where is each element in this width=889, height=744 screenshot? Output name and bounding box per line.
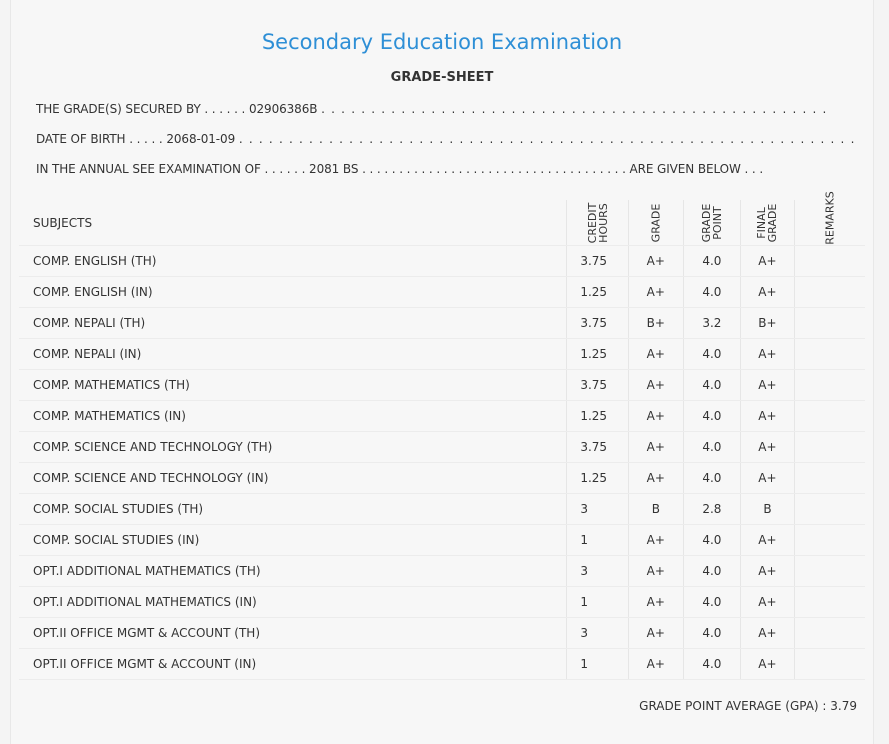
credit-hours-cell: 3.75 <box>567 370 628 401</box>
header-remarks-cell <box>795 191 866 246</box>
remarks-cell <box>795 277 866 308</box>
table-row <box>19 277 865 308</box>
remarks-cell <box>795 618 866 649</box>
final-grade-cell: A+ <box>740 370 794 401</box>
credit-hours-cell: 3.75 <box>567 246 628 277</box>
final-grade-cell: A+ <box>740 339 794 370</box>
subject-cell: COMP. NEPALI (TH) <box>19 308 567 339</box>
exam-suffix: . . . . . . . . . . . . . . . . . . . . . . . . . . . . . . . . . . . . ARE GIVEN BELOW . . . <box>362 162 764 176</box>
table-row <box>19 494 865 525</box>
subject-cell: COMP. NEPALI (IN) <box>19 339 567 370</box>
header-grade-point: GRADE POINT <box>699 203 724 242</box>
final-grade-cell: A+ <box>740 246 794 277</box>
symbol-number: 02906386B <box>248 102 318 116</box>
grade-point-cell: 4.0 <box>683 277 740 308</box>
table-row <box>19 649 865 680</box>
remarks-cell <box>795 587 866 618</box>
grade-cell: A+ <box>628 246 683 277</box>
grade-point-cell: 2.8 <box>683 494 740 525</box>
info-secured-by <box>36 102 828 116</box>
grade-point-cell: 4.0 <box>683 246 740 277</box>
dob-value: 2068-01-09 <box>166 132 236 146</box>
table-row <box>19 556 865 587</box>
dob-dots: . . . . . . . . . . . . . . . . . . . . . . . . . . . . . . . . . . . . . . . . . . . . . . . . . . . . . . . . . . . . . . <box>238 132 856 146</box>
subject-cell: COMP. SCIENCE AND TECHNOLOGY (IN) <box>19 463 567 494</box>
grade-point-cell: 4.0 <box>683 339 740 370</box>
remarks-cell <box>795 525 866 556</box>
grade-sheet <box>10 0 874 744</box>
grades-table <box>19 191 865 680</box>
final-grade-cell: B+ <box>740 308 794 339</box>
table-row <box>19 246 865 277</box>
header-credit-hours-cell <box>567 200 628 246</box>
credit-hours-cell: 1.25 <box>567 277 628 308</box>
credit-hours-cell: 3.75 <box>567 432 628 463</box>
subject-cell: COMP. SOCIAL STUDIES (TH) <box>19 494 567 525</box>
table-header-row <box>19 200 865 246</box>
final-grade-cell: A+ <box>740 525 794 556</box>
subject-cell: OPT.II OFFICE MGMT & ACCOUNT (IN) <box>19 649 567 680</box>
grade-cell: A+ <box>628 370 683 401</box>
grade-cell: B+ <box>628 308 683 339</box>
secured-by-label: THE GRADE(S) SECURED BY . . . . . . <box>36 102 246 116</box>
header-final-grade: FINAL GRADE <box>755 203 780 242</box>
subject-cell: COMP. MATHEMATICS (IN) <box>19 401 567 432</box>
header-remarks: REMARKS <box>823 191 837 245</box>
final-grade-cell: A+ <box>740 277 794 308</box>
remarks-cell <box>795 494 866 525</box>
subject-cell: COMP. ENGLISH (TH) <box>19 246 567 277</box>
final-grade-cell: A+ <box>740 432 794 463</box>
exam-label: IN THE ANNUAL SEE EXAMINATION OF . . . . . . <box>36 162 306 176</box>
grade-point-cell: 4.0 <box>683 618 740 649</box>
final-grade-cell: A+ <box>740 463 794 494</box>
credit-hours-cell: 1 <box>567 649 628 680</box>
grade-point-cell: 4.0 <box>683 401 740 432</box>
grade-cell: B <box>628 494 683 525</box>
final-grade-cell: A+ <box>740 556 794 587</box>
table-row <box>19 618 865 649</box>
grade-cell: A+ <box>628 432 683 463</box>
header-grade-cell <box>628 200 683 246</box>
subject-cell: OPT.II OFFICE MGMT & ACCOUNT (TH) <box>19 618 567 649</box>
table-row <box>19 432 865 463</box>
exam-year: 2081 BS <box>309 162 359 176</box>
grade-cell: A+ <box>628 401 683 432</box>
credit-hours-cell: 3 <box>567 494 628 525</box>
grade-cell: A+ <box>628 339 683 370</box>
page-title: Secondary Education Examination <box>261 30 623 54</box>
info-date-of-birth <box>36 132 856 146</box>
table-row <box>19 370 865 401</box>
grade-point-cell: 4.0 <box>683 556 740 587</box>
gpa-summary: GRADE POINT AVERAGE (GPA) : 3.79 <box>639 699 857 713</box>
credit-hours-cell: 1 <box>567 587 628 618</box>
grade-cell: A+ <box>628 649 683 680</box>
table-row <box>19 401 865 432</box>
final-grade-cell: A+ <box>740 587 794 618</box>
table-row <box>19 463 865 494</box>
table-row <box>19 308 865 339</box>
remarks-cell <box>795 339 866 370</box>
final-grade-cell: A+ <box>740 649 794 680</box>
remarks-cell <box>795 401 866 432</box>
remarks-cell <box>795 246 866 277</box>
grade-cell: A+ <box>628 618 683 649</box>
final-grade-cell: A+ <box>740 401 794 432</box>
grade-point-cell: 4.0 <box>683 587 740 618</box>
header-grade: GRADE <box>649 203 663 242</box>
grade-cell: A+ <box>628 525 683 556</box>
page-subtitle: GRADE-SHEET <box>390 70 494 85</box>
final-grade-cell: A+ <box>740 618 794 649</box>
remarks-cell <box>795 432 866 463</box>
remarks-cell <box>795 308 866 339</box>
credit-hours-cell: 1.25 <box>567 463 628 494</box>
subject-cell: OPT.I ADDITIONAL MATHEMATICS (TH) <box>19 556 567 587</box>
info-exam <box>36 162 763 176</box>
header-credit-hours: CREDIT HOURS <box>585 202 610 243</box>
grade-point-cell: 4.0 <box>683 525 740 556</box>
grade-point-cell: 4.0 <box>683 463 740 494</box>
credit-hours-cell: 3 <box>567 618 628 649</box>
credit-hours-cell: 1 <box>567 525 628 556</box>
header-grade-point-cell <box>683 200 740 246</box>
dob-label: DATE OF BIRTH . . . . . <box>36 132 163 146</box>
grade-cell: A+ <box>628 587 683 618</box>
subject-cell: COMP. ENGLISH (IN) <box>19 277 567 308</box>
subject-cell: OPT.I ADDITIONAL MATHEMATICS (IN) <box>19 587 567 618</box>
grade-cell: A+ <box>628 556 683 587</box>
credit-hours-cell: 3 <box>567 556 628 587</box>
header-final-grade-cell <box>740 200 794 246</box>
table-row <box>19 587 865 618</box>
subject-cell: COMP. MATHEMATICS (TH) <box>19 370 567 401</box>
credit-hours-cell: 1.25 <box>567 339 628 370</box>
final-grade-cell: B <box>740 494 794 525</box>
grade-point-cell: 4.0 <box>683 432 740 463</box>
grade-point-cell: 3.2 <box>683 308 740 339</box>
table-row <box>19 525 865 556</box>
credit-hours-cell: 3.75 <box>567 308 628 339</box>
secured-by-dots: . . . . . . . . . . . . . . . . . . . . . . . . . . . . . . . . . . . . . . . . . . . . . . . . . . . <box>321 102 828 116</box>
remarks-cell <box>795 649 866 680</box>
grade-point-cell: 4.0 <box>683 370 740 401</box>
grade-point-cell: 4.0 <box>683 649 740 680</box>
grade-cell: A+ <box>628 277 683 308</box>
subject-cell: COMP. SCIENCE AND TECHNOLOGY (TH) <box>19 432 567 463</box>
credit-hours-cell: 1.25 <box>567 401 628 432</box>
remarks-cell <box>795 463 866 494</box>
remarks-cell <box>795 370 866 401</box>
header-subjects: SUBJECTS <box>19 200 567 246</box>
remarks-cell <box>795 556 866 587</box>
subject-cell: COMP. SOCIAL STUDIES (IN) <box>19 525 567 556</box>
grade-cell: A+ <box>628 463 683 494</box>
table-row <box>19 339 865 370</box>
